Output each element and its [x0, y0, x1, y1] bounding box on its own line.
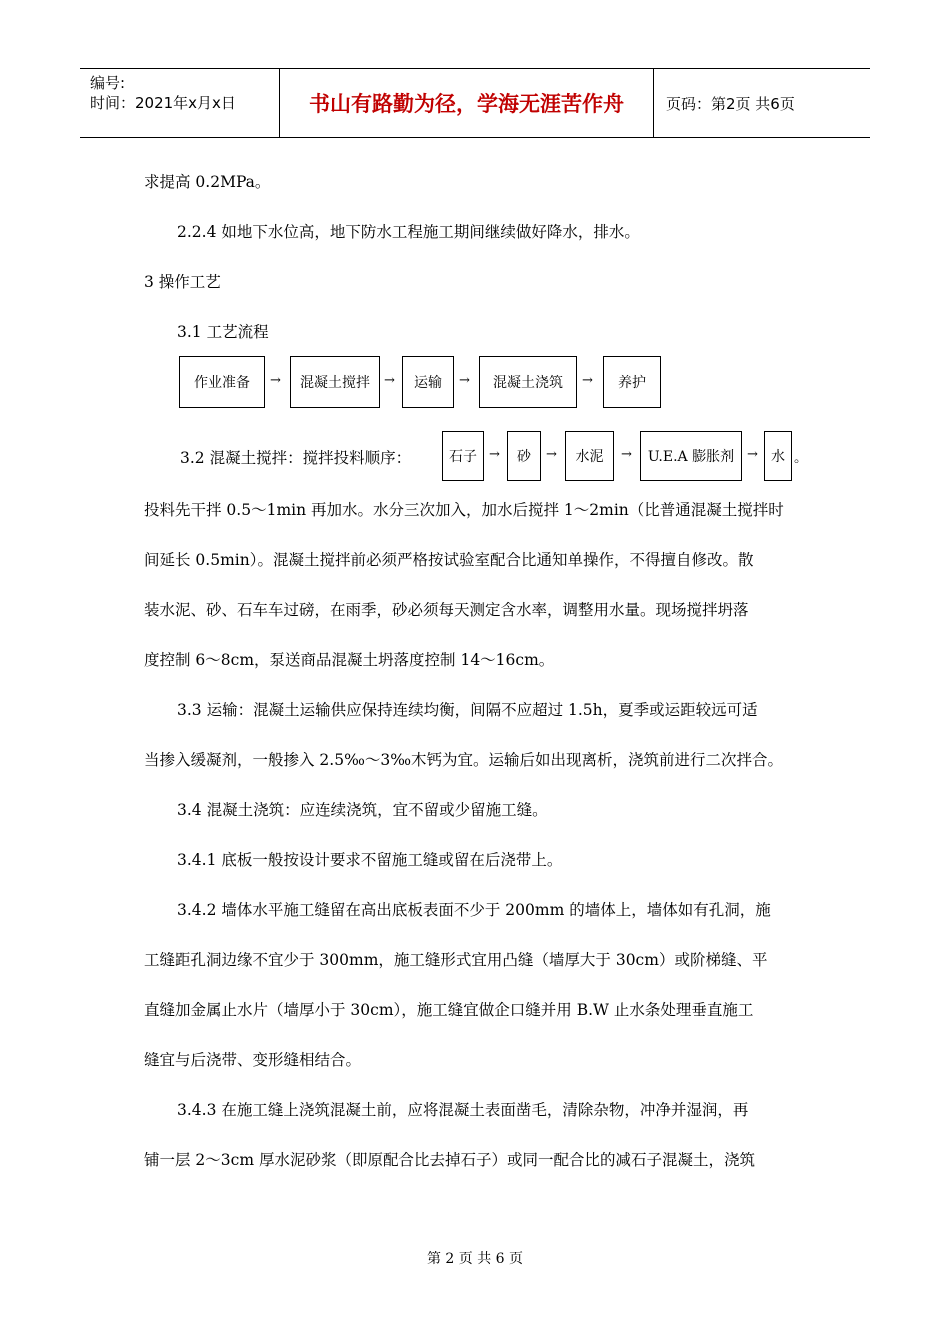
- paragraph-line: 3.4.1 底板一般按设计要求不留施工缝或留在后浇带上。: [177, 851, 563, 869]
- paragraph-line: 3.4.2 墙体水平施工缝留在高出底板表面不少于 200mm 的墙体上，墙体如有孔洞，施: [177, 901, 771, 919]
- page-footer: 第 2 页 共 6 页: [426, 1251, 524, 1267]
- paragraph-line: 间延长 0.5min）。混凝土搅拌前必须严格按试验室配合比通知单操作，不得擅自修改。散: [144, 551, 754, 569]
- subsection-heading: 3.1 工艺流程: [177, 323, 269, 341]
- sentence-end: 。: [794, 450, 808, 466]
- flow-step: 水泥: [565, 431, 614, 481]
- flow-arrow: →: [621, 447, 632, 462]
- flow-arrow: →: [270, 373, 281, 388]
- flow-step: 养护: [603, 356, 661, 408]
- paragraph-line: 2.2.4 如地下水位高，地下防水工程施工期间继续做好降水，排水。: [177, 223, 640, 241]
- flow-arrow: →: [546, 447, 557, 462]
- motto: 书山有路勤为径，学海无涯苦作舟: [280, 69, 654, 137]
- flow-arrow: →: [489, 447, 500, 462]
- paragraph-line: 3.3 运输：混凝土运输供应保持连续均衡，间隔不应超过 1.5h，夏季或运距较远可适: [177, 701, 758, 719]
- section-heading: 3 操作工艺: [144, 273, 221, 291]
- paragraph-line: 缝宜与后浇带、变形缝相结合。: [144, 1051, 362, 1069]
- time-label: 时间：2021年x月x日: [90, 94, 236, 112]
- paragraph-line: 工缝距孔洞边缘不宜少于 300mm，施工缝形式宜用凸缝（墙厚大于 30cm）或阶梯缝、平: [144, 951, 768, 969]
- flow-step: 砂: [507, 431, 541, 481]
- paragraph-line: 3.2 混凝土搅拌：搅拌投料顺序：: [180, 449, 412, 467]
- header-left-cell: [80, 69, 280, 137]
- flow-step: 混凝土浇筑: [479, 356, 577, 408]
- paragraph-line: 铺一层 2～3cm 厚水泥砂浆（即原配合比去掉石子）或同一配合比的减石子混凝土，浇筑: [144, 1151, 755, 1169]
- paragraph-line: 度控制 6～8cm，泵送商品混凝土坍落度控制 14～16cm。: [144, 651, 555, 669]
- paragraph-line: 投料先干拌 0.5～1min 再加水。水分三次加入，加水后搅拌 1～2min（比普通混凝土搅拌时: [144, 501, 784, 519]
- paragraph-line: 3.4 混凝土浇筑：应连续浇筑，宜不留或少留施工缝。: [177, 801, 548, 819]
- paragraph-line: 3.4.3 在施工缝上浇筑混凝土前，应将混凝土表面凿毛，清除杂物，冲净并湿润，再: [177, 1101, 749, 1119]
- page-header: [80, 68, 870, 138]
- flow-arrow: →: [459, 373, 470, 388]
- paragraph-line: 直缝加金属止水片（墙厚小于 30cm），施工缝宜做企口缝并用 B.W 止水条处理垂直施工: [144, 1001, 754, 1019]
- flow-arrow: →: [747, 447, 758, 462]
- flow-arrow: →: [582, 373, 593, 388]
- flow-step: 石子: [442, 431, 484, 481]
- flow-step: U.E.A 膨胀剂: [640, 431, 742, 481]
- flow-step: 混凝土搅拌: [290, 356, 380, 408]
- flow-step: 水: [764, 431, 792, 481]
- page-info: 页码：第2页 共6页: [666, 94, 795, 113]
- flow-step: 运输: [402, 356, 454, 408]
- paragraph-line: 当掺入缓凝剂，一般掺入 2.5‰～3‰木钙为宜。运输后如出现离析，浇筑前进行二次拌合。: [144, 751, 784, 769]
- flow-step: 作业准备: [179, 356, 265, 408]
- paragraph-line: 求提高 0.2MPa。: [144, 173, 271, 191]
- paragraph-line: 装水泥、砂、石车车过磅，在雨季，砂必须每天测定含水率，调整用水量。现场搅拌坍落: [144, 601, 749, 619]
- flow-arrow: →: [384, 373, 395, 388]
- number-label: 编号:: [90, 74, 126, 92]
